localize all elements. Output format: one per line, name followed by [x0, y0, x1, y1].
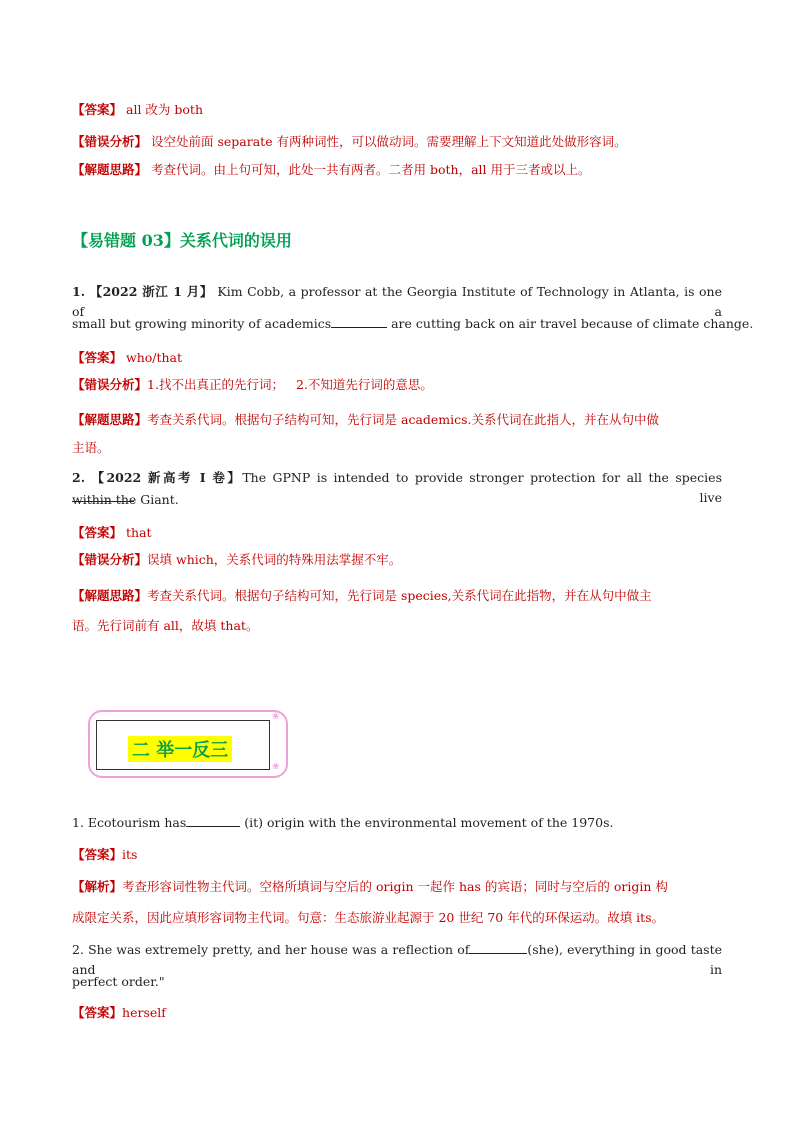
e1-text-after: (it) origin with the environmental movement of the 1970s.	[244, 815, 614, 830]
answer-tag: 【答案】	[72, 350, 123, 365]
top-idea-line	[72, 160, 722, 180]
e1-text-before: 1. Ecotourism has	[72, 815, 187, 830]
idea-text: 考查代词。由上句可知，此处一共有两者。二者用 both，all 用于三者或以上。	[151, 162, 591, 177]
idea-text: 考查关系代词。根据句子结构可知，先行词是 academics.关系代词在此指人，并在从句中做	[147, 412, 660, 427]
q1-source: 【2022 浙江 1 月】	[89, 284, 213, 299]
q2-number: 2.	[72, 470, 86, 485]
answer-tag: 【答案】	[72, 1005, 123, 1020]
e1-analysis-line1	[72, 877, 722, 897]
flower-icon: ❀	[272, 712, 280, 722]
q2-line2	[72, 490, 722, 510]
e1-blank	[186, 814, 240, 827]
idea-tag: 【解题思路】	[72, 162, 148, 177]
q2-text-cont: within the Giant.	[72, 492, 179, 507]
e1-analysis-line2	[72, 908, 722, 928]
e2-text-before: 2. She was extremely pretty, and her house was a reflection of	[72, 942, 470, 957]
q2-source: 【2022 新高考 I 卷】	[91, 470, 243, 485]
error-text: 误填 which，关系代词的特殊用法掌握不牢。	[147, 552, 402, 567]
q2-text-after: live	[699, 490, 722, 505]
answer-text: all 改为 both	[126, 102, 203, 117]
q1-line2	[72, 314, 754, 334]
idea-tag: 【解题思路】	[72, 588, 148, 603]
e2-question-line2	[72, 972, 722, 992]
q1-text-before: small but growing minority of academics	[72, 316, 332, 331]
idea-tag: 【解题思路】	[72, 412, 148, 427]
idea-text: 考查关系代词。根据句子结构可知，先行词是 species,关系代词在此指物，并在从句中做主	[147, 588, 652, 603]
q1-idea-line2	[72, 438, 722, 458]
answer-text: herself	[122, 1005, 166, 1020]
q2-idea-line1	[72, 586, 722, 606]
e2-blank	[469, 941, 527, 954]
error-tag: 【错误分析】	[72, 552, 148, 567]
e2-answer-line	[72, 1003, 722, 1023]
q1-number: 1.	[72, 284, 86, 299]
section-heading: 【易错题 03】关系代词的误用	[72, 231, 292, 250]
top-answer-line	[72, 100, 722, 120]
error-text: 设空处前面 separate 有两种词性，可以做动词。需要理解上下文知道此处做形容词。	[151, 134, 627, 149]
q2-idea-line2	[72, 616, 722, 636]
q2-text-before: The GPNP is intended to provide stronger protection for all the species	[242, 470, 722, 485]
q1-idea-line1	[72, 410, 722, 430]
answer-text: who/that	[126, 350, 183, 365]
answer-text: its	[122, 847, 138, 862]
analysis-text: 考查形容词性物主代词。空格所填词与空后的 origin 一起作 has 的宾语；同时与空后的 origin 构	[122, 879, 668, 894]
q2-error-line	[72, 550, 722, 570]
answer-text: that	[126, 525, 152, 540]
e1-answer-line	[72, 845, 722, 865]
e1-question	[72, 813, 722, 833]
analysis-text-cont: 成限定关系，因此应填形容词物主代词。句意：生态旅游业起源于 20 世纪 70 年代的环保运动。故填 its。	[72, 910, 665, 925]
answer-tag: 【答案】	[72, 847, 123, 862]
e2-text-cont: perfect order."	[72, 974, 165, 989]
error-tag: 【错误分析】	[72, 134, 148, 149]
answer-tag: 【答案】	[72, 102, 123, 117]
error-text-b: 2.不知道先行词的意思。	[295, 377, 433, 392]
idea-text-cont: 主语。	[72, 440, 110, 455]
e2-text-after: (she), everything in good taste and in	[72, 942, 723, 977]
q1-blank	[331, 315, 387, 328]
flower-icon: ❀	[272, 762, 280, 772]
q1-answer-line	[72, 348, 722, 368]
answer-tag: 【答案】	[72, 525, 123, 540]
section-badge-title: 二 举一反三	[128, 736, 232, 762]
error-text-a: 1.找不出真正的先行词；	[147, 377, 284, 392]
q2-answer-line	[72, 523, 722, 543]
q1-text-after: are cutting back on air travel because of climate change.	[391, 316, 754, 331]
q1-text: Kim Cobb, a professor at the Georgia Institute of Technology in Atlanta, is one of a	[72, 284, 723, 319]
top-error-line	[72, 132, 722, 152]
idea-text-cont: 语。先行词前有 all，故填 that。	[72, 618, 259, 633]
error-tag: 【错误分析】	[72, 377, 148, 392]
q1-error-line	[72, 375, 722, 395]
analysis-tag: 【解析】	[72, 879, 123, 894]
